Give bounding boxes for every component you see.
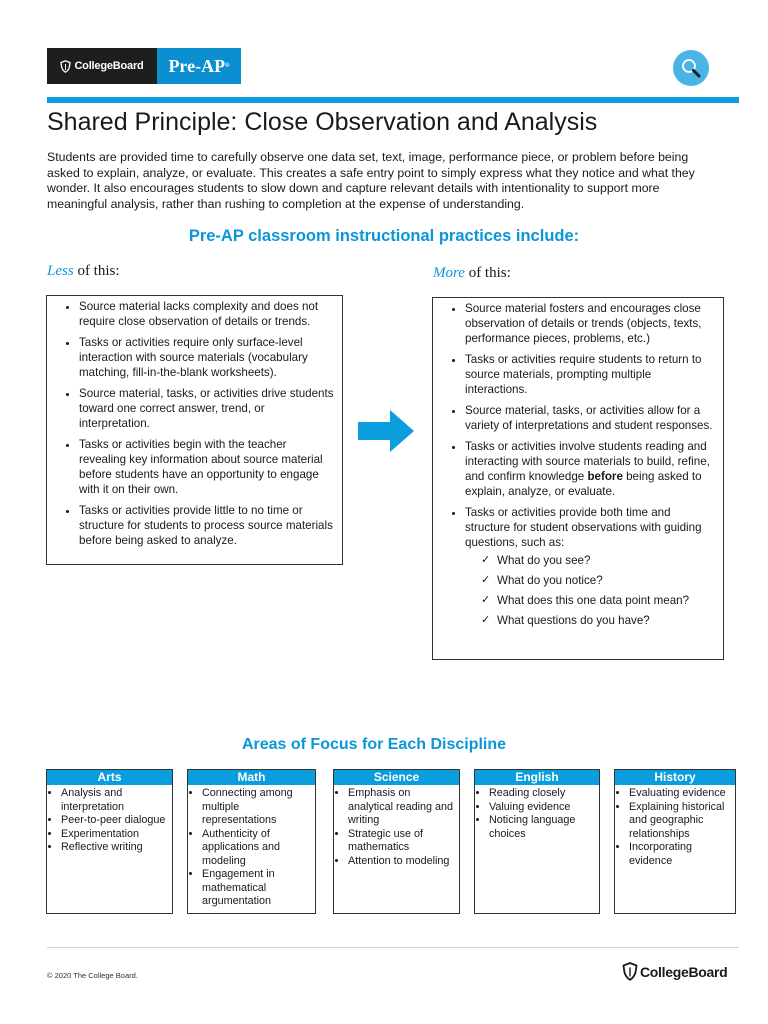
more-emphasis: More <box>433 265 465 281</box>
question-item <box>481 553 715 568</box>
less-box <box>46 295 343 565</box>
discipline-title: Arts <box>47 770 172 785</box>
question-item <box>481 573 715 588</box>
discipline-item: • Strategic use of mathematics <box>348 828 455 855</box>
discipline-box-english <box>474 769 600 914</box>
more-item: • Source material fosters and encourages close observation of details or trends (objects, texts, performance pieces, problems, etc.) <box>465 301 715 346</box>
intro-paragraph: Students are provided time to carefully observe one data set, text, image, performance piece, or problem before being asked to explain, analyze, or evaluate. This creates a safe entry point to simply express what they notice and what they wonder. It also encourages students to slow down and capture relevant details with intentionality to support more meaningful analysis, rather than rushing to completion at the expense of understanding. <box>47 150 695 211</box>
less-item: • Tasks or activities begin with the teacher revealing key information about source material before students have an opportunity to engage with it on their own. <box>79 437 334 497</box>
discipline-item: • Explaining historical and geographic relationships <box>629 801 731 842</box>
discipline-item: • Authenticity of applications and modeling <box>202 828 311 869</box>
acorn-icon <box>60 60 71 73</box>
question-item <box>481 593 715 608</box>
preap-logo <box>157 48 241 84</box>
discipline-title: Science <box>334 770 459 785</box>
discipline-title: History <box>615 770 735 785</box>
more-item <box>465 505 715 628</box>
discipline-item: • Incorporating evidence <box>629 841 731 868</box>
more-item: • Tasks or activities require students to return to source materials, prompting multiple interactions. <box>465 352 715 397</box>
less-heading <box>47 263 120 280</box>
discipline-box-science <box>333 769 460 914</box>
discipline-title: English <box>475 770 599 785</box>
checkmark-icon: ✓ <box>481 554 491 566</box>
collegeboard-logo <box>47 48 157 84</box>
question-text: What do you notice? <box>497 574 603 587</box>
discipline-box-history <box>614 769 736 914</box>
right-arrow-icon <box>358 408 416 454</box>
question-text: What questions do you have? <box>497 614 650 627</box>
less-item: • Tasks or activities provide little to no time or structure for students to process source materials before being asked to analyze. <box>79 503 334 548</box>
discipline-item: • Experimentation <box>61 828 168 842</box>
more-box <box>432 297 724 660</box>
search-button[interactable] <box>673 50 709 86</box>
discipline-item: • Engagement in mathematical argumentation <box>202 868 311 909</box>
copyright: © 2020 The College Board. <box>47 971 138 980</box>
less-item: • Source material, tasks, or activities drive students toward one correct answer, trend, or interpretation. <box>79 386 334 431</box>
less-item: • Tasks or activities require only surface-level interaction with source materials (vocabulary matching, fill-in-the-blank worksheets). <box>79 335 334 380</box>
page-title: Shared Principle: Close Observation and Analysis <box>47 108 598 136</box>
header-rule <box>47 97 739 103</box>
discipline-title: Math <box>188 770 315 785</box>
practices-heading: Pre-AP classroom instructional practices include: <box>188 227 580 245</box>
acorn-icon <box>622 962 638 981</box>
more-heading <box>433 265 511 282</box>
less-item: • Source material lacks complexity and does not require close observation of details or trends. <box>79 299 334 329</box>
discipline-item: • Peer-to-peer dialogue <box>61 814 168 828</box>
discipline-item: • Emphasis on analytical reading and writing <box>348 787 455 828</box>
discipline-item: • Noticing language choices <box>489 814 595 841</box>
discipline-item: • Reflective writing <box>61 841 168 855</box>
discipline-item: • Attention to modeling <box>348 855 455 869</box>
more-item-4-bold: before <box>587 470 623 483</box>
collegeboard-label: CollegeBoard <box>74 60 144 72</box>
checkmark-icon: ✓ <box>481 614 491 626</box>
preap-logo-bar <box>47 48 241 84</box>
discipline-box-math <box>187 769 316 914</box>
less-suffix: of this: <box>73 263 120 279</box>
more-item-5: Tasks or activities provide both time and structure for student observations with guiding questions, such as: <box>465 506 702 549</box>
checkmark-icon: ✓ <box>481 594 491 606</box>
more-item-4-a: Tasks or activities involve students reading and interacting with source materials to build, refine, and confirm knowledge <box>465 440 710 483</box>
guiding-questions <box>465 553 715 628</box>
question-item <box>481 613 715 628</box>
checkmark-icon: ✓ <box>481 574 491 586</box>
more-item: • Source material, tasks, or activities allow for a variety of interpretations and student responses. <box>465 403 715 433</box>
footer-collegeboard-logo <box>622 962 727 981</box>
discipline-item: • Valuing evidence <box>489 801 595 815</box>
more-item <box>465 439 715 499</box>
question-text: What does this one data point mean? <box>497 594 690 607</box>
discipline-item: • Analysis and interpretation <box>61 787 168 814</box>
discipline-item: • Reading closely <box>489 787 595 801</box>
search-icon <box>680 57 702 79</box>
more-item-4-b: being asked to explain, analyze, or evaluate. <box>465 470 702 498</box>
less-emphasis: Less <box>47 263 74 279</box>
question-text: What do you see? <box>497 554 591 567</box>
areas-heading: Areas of Focus for Each Discipline <box>241 736 507 753</box>
footer-rule <box>47 947 739 948</box>
discipline-item: • Connecting among multiple representations <box>202 787 311 828</box>
preap-label: Pre-AP <box>168 55 226 76</box>
discipline-item: • Evaluating evidence <box>629 787 731 801</box>
preap-mark: ® <box>225 63 230 69</box>
more-suffix: of this: <box>464 265 511 281</box>
discipline-box-arts <box>46 769 173 914</box>
footer-logo-label: CollegeBoard <box>640 963 728 980</box>
